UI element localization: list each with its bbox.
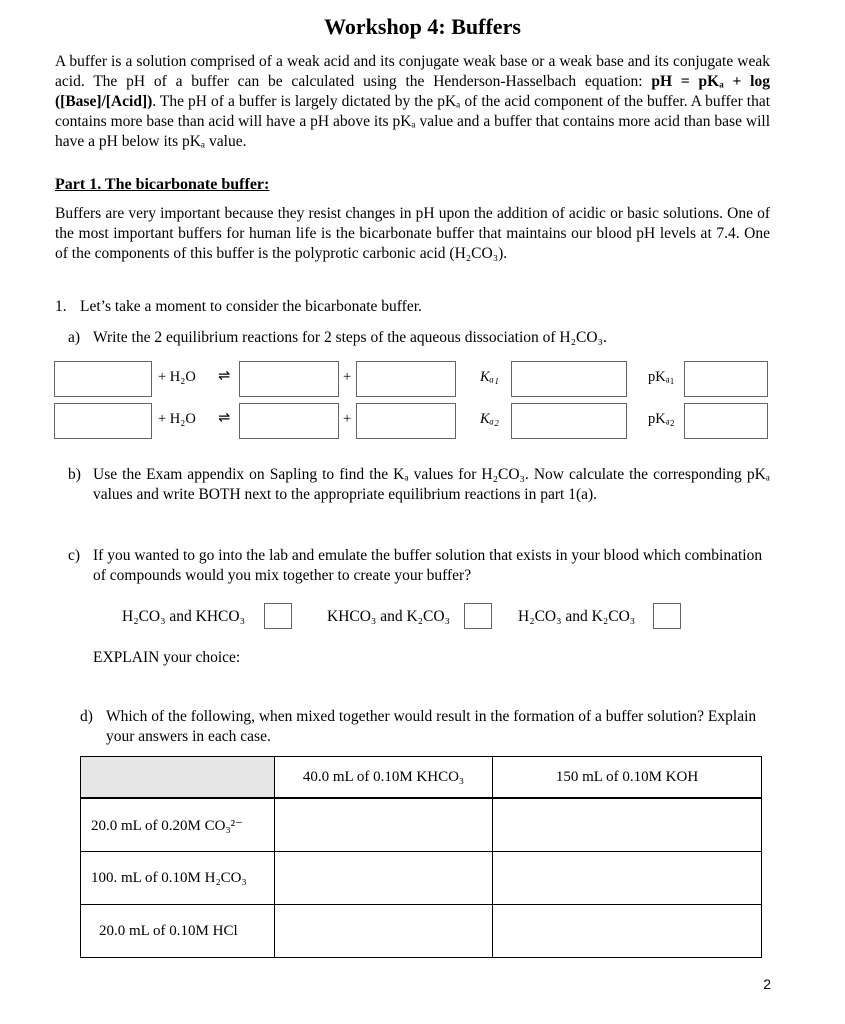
q1-number: 1.	[55, 298, 67, 315]
option-2-checkbox[interactable]	[464, 603, 492, 629]
pka1-input[interactable]	[684, 361, 768, 397]
table-row	[81, 798, 762, 852]
pka2-label: pKₐ₂	[648, 411, 675, 427]
answer-cell[interactable]	[493, 798, 762, 852]
option-1-checkbox[interactable]	[264, 603, 292, 629]
option-3-label: H₂CO₃ and K₂CO₃	[518, 608, 636, 625]
explain-label: EXPLAIN your choice:	[93, 649, 241, 666]
equilibrium-arrow-1: ⇌	[218, 368, 231, 384]
answer-cell[interactable]	[275, 852, 493, 905]
answer-cell[interactable]	[275, 905, 493, 958]
option-1-label: H₂CO₃ and KHCO₃	[122, 608, 245, 625]
intro-text-start: A buffer is a solution comprised of a weak acid and its conjugate weak base or a weak base and its conjugate weak acid. The pH of a buffer can be calculated using the Henderson-Hasselbach equation:	[55, 53, 770, 90]
answer-cell[interactable]	[493, 905, 762, 958]
plus-sign-1: +	[343, 369, 352, 385]
column-header: 150 mL of 0.10M KOH	[493, 757, 762, 799]
option-2-label: KHCO₃ and K₂CO₃	[327, 608, 450, 625]
page-title: Workshop 4: Buffers	[324, 14, 521, 39]
q1-text: Let’s take a moment to consider the bicarbonate buffer.	[80, 298, 422, 315]
product-input-1b[interactable]	[356, 361, 456, 397]
qc-text: If you wanted to go into the lab and emulate the buffer solution that exists in your blood which combination of compounds would you mix together to create your buffer?	[93, 547, 763, 584]
plus-sign-2: +	[343, 411, 352, 427]
answer-cell[interactable]	[493, 852, 762, 905]
plus-water-2: + H₂O	[158, 411, 196, 427]
page-number: 2	[763, 976, 771, 992]
answer-cell[interactable]	[275, 798, 493, 852]
qc-label: c)	[68, 547, 81, 564]
pka2-input[interactable]	[684, 403, 768, 439]
table-row	[81, 852, 762, 905]
row-header: 100. mL of 0.10M H₂CO₃	[81, 852, 275, 905]
ka2-label: Kₐ₂	[480, 411, 499, 427]
row-header: 20.0 mL of 0.20M CO₃²⁻	[81, 798, 275, 852]
qd-label: d)	[80, 708, 93, 725]
part1-heading: Part 1. The bicarbonate buffer:	[55, 176, 270, 193]
pka1-label: pKₐ₁	[648, 369, 675, 385]
ka1-label: Kₐ₁	[480, 369, 499, 385]
row-header: 20.0 mL of 0.10M HCl	[81, 905, 275, 958]
qb-text: Use the Exam appendix on Sapling to find the Kₐ values for H₂CO₃. Now calculate the corresponding pKₐ values and write BOTH next to the appropriate equilibrium reactions in part 1(a).	[93, 466, 770, 503]
product-input-1a[interactable]	[239, 361, 339, 397]
header-blank-cell	[81, 757, 275, 799]
table-header-row	[81, 757, 762, 799]
plus-water-1: + H₂O	[158, 369, 196, 385]
column-header: 40.0 mL of 0.10M KHCO₃	[275, 757, 493, 799]
intro-paragraph	[55, 52, 770, 152]
product-input-2a[interactable]	[239, 403, 339, 439]
reactant-input-1[interactable]	[54, 361, 152, 397]
henderson-hasselbach-equation: pH = pKₐ + log ([Base]/[Acid])	[55, 73, 770, 110]
equilibrium-arrow-2: ⇌	[218, 410, 231, 426]
buffer-combination-table	[80, 756, 762, 958]
option-3-checkbox[interactable]	[653, 603, 681, 629]
qa-label: a)	[68, 329, 81, 346]
ka2-input[interactable]	[511, 403, 627, 439]
reactant-input-2[interactable]	[54, 403, 152, 439]
part1-paragraph: Buffers are very important because they resist changes in pH upon the addition of acidic or basic solutions. One of the most important buffers for human life is the bicarbonate buffer that maintains our blood pH levels at 7.4. One of the components of this buffer is the polyprotic carbonic acid (H₂CO₃).	[55, 205, 770, 262]
qa-text: Write the 2 equilibrium reactions for 2 steps of the aqueous dissociation of H₂CO₃.	[93, 329, 607, 346]
qb-label: b)	[68, 466, 81, 483]
intro-text-end: . The pH of a buffer is largely dictated by the pKₐ of the acid component of the buffer. A buffer that contains more base than acid will have a pH above its pKₐ value and a buffer that contains more acid than base will have a pH below its pKₐ value.	[55, 93, 770, 150]
ka1-input[interactable]	[511, 361, 627, 397]
table-row	[81, 905, 762, 958]
qd-text: Which of the following, when mixed together would result in the formation of a buffer solution? Explain your answers in each case.	[106, 708, 757, 745]
product-input-2b[interactable]	[356, 403, 456, 439]
